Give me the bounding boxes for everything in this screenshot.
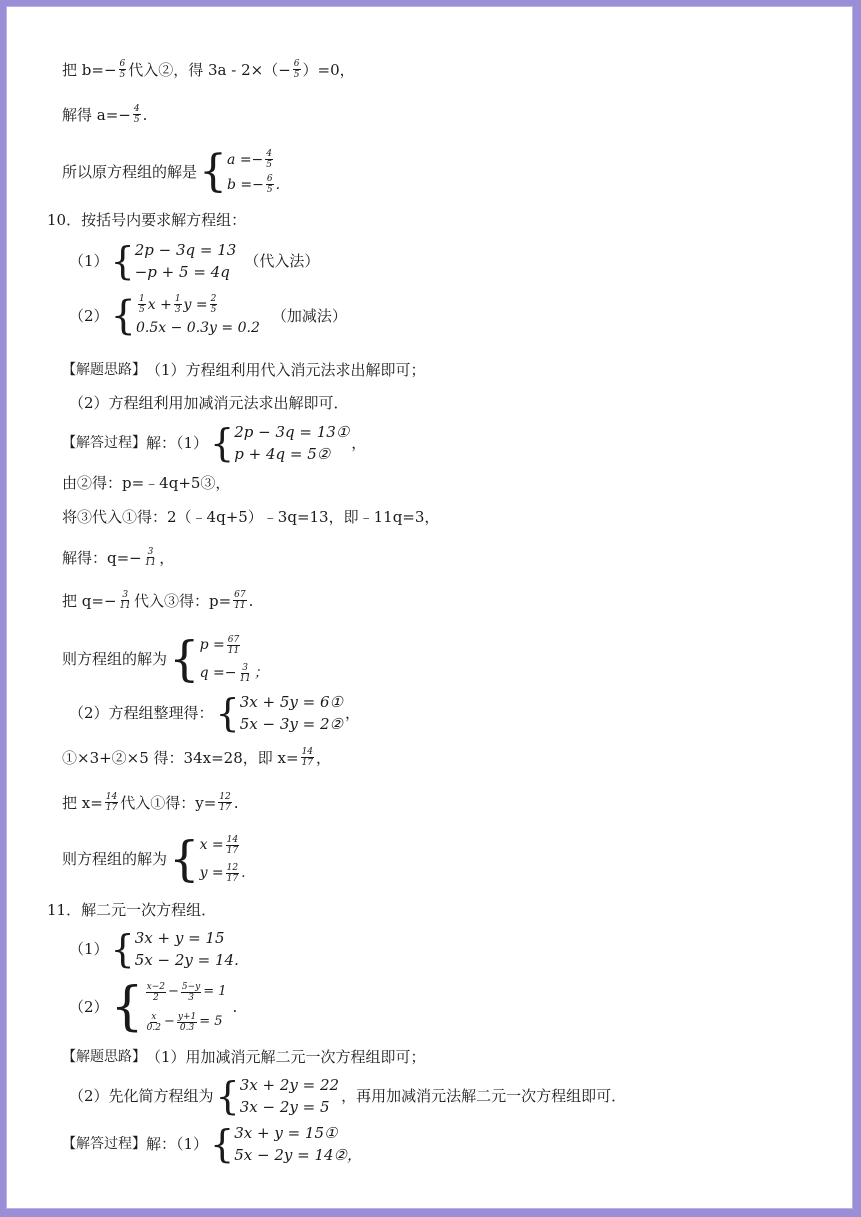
brace: { <box>110 239 135 283</box>
math-text: 则方程组的解为 <box>62 650 168 668</box>
brace: { <box>169 631 200 687</box>
q10-idea-2 <box>69 393 349 413</box>
math-text: ）=0， <box>302 60 355 79</box>
math-text: （1） <box>69 940 109 958</box>
math-text: （2） <box>69 307 109 325</box>
math-text: 【解答过程】 <box>62 435 146 451</box>
math-text: 3x + y = 15 <box>134 929 225 947</box>
math-text: 17 <box>226 873 239 884</box>
fraction <box>238 663 251 684</box>
math-text: y+1 <box>177 1011 197 1022</box>
math-text: （2）方程组整理得： <box>69 704 214 722</box>
math-text: . <box>142 105 148 124</box>
equation-system <box>111 239 237 283</box>
math-text: ， <box>316 748 332 767</box>
q11-idea-1 <box>62 1047 426 1067</box>
math-text: 2 <box>152 992 159 1003</box>
line-original-solution <box>62 147 282 197</box>
math-text: x−2 <box>146 981 165 992</box>
math-text: 17 <box>219 803 231 813</box>
math-text: 5 <box>210 305 217 316</box>
math-text: 3x − 2y = 5 <box>239 1098 330 1116</box>
math-text: 0.5x − 0.3y = 0.2 <box>136 319 260 336</box>
brace: { <box>199 146 228 197</box>
q10-process-1 <box>62 421 366 465</box>
math-text: 5 <box>293 70 300 80</box>
math-text: ， <box>347 1146 363 1164</box>
fraction <box>146 982 166 1003</box>
math-text: . <box>248 591 254 610</box>
q10-step-2 <box>62 507 439 527</box>
math-text: 3x + 2y = 22 <box>239 1076 340 1094</box>
fraction <box>265 149 273 170</box>
q10-idea-1 <box>62 360 426 380</box>
brace: { <box>110 927 135 971</box>
math-text: 解得 a=− <box>62 105 131 124</box>
math-text: x <box>151 1011 157 1022</box>
math-text: 14 <box>105 792 118 802</box>
math-text: 4 <box>266 149 273 159</box>
math-text: 代入②，得 3a - 2×（− <box>128 60 291 79</box>
equation-system <box>216 691 343 735</box>
math-text: 67 <box>227 634 240 645</box>
math-text: 把 x= <box>62 793 103 812</box>
math-text: = 1 <box>203 984 227 999</box>
q10-step-3 <box>62 547 174 568</box>
math-text: 把 q=− <box>62 591 117 610</box>
fraction <box>119 59 127 80</box>
math-text: 则方程组的解为 <box>62 850 168 868</box>
math-text: 代入③得：p= <box>133 591 232 610</box>
q11-part-2 <box>69 977 237 1037</box>
equation-system <box>216 1074 340 1118</box>
math-text: . <box>275 176 281 193</box>
math-text: 2p − 3q = 13 <box>134 241 237 259</box>
math-text: 3 <box>174 305 181 316</box>
fraction <box>105 792 118 813</box>
math-text: 3x + 5y = 6① <box>239 693 343 711</box>
math-text: − <box>167 984 179 999</box>
page <box>6 6 853 1209</box>
math-text: 5x − 3y = 2② <box>239 715 343 733</box>
q10-part-2 <box>69 293 347 339</box>
fraction <box>133 104 141 125</box>
math-text: 解：（1） <box>146 1135 209 1153</box>
math-text: （2）方程组利用加减消元法求出解即可． <box>69 394 349 412</box>
math-text: 17 <box>105 803 118 813</box>
math-text: −p + 5 = 4q <box>134 263 230 281</box>
math-text: ， <box>159 548 175 567</box>
fraction <box>226 863 239 884</box>
math-text: 5x − 2y = 14 <box>134 951 235 969</box>
math-text: . <box>234 951 239 969</box>
fraction <box>174 294 182 315</box>
math-text: 5−y <box>181 981 201 992</box>
math-text: 1 <box>174 294 181 305</box>
fraction <box>266 174 274 195</box>
fraction <box>227 635 240 656</box>
math-text: 由②得：p=﹣4q+5③， <box>62 474 231 492</box>
math-text: ， <box>344 704 360 722</box>
math-text: ； <box>253 665 268 681</box>
math-text: 5 <box>133 115 140 125</box>
fraction <box>146 1012 162 1033</box>
math-text: 3 <box>188 992 194 1003</box>
equation-system <box>111 977 227 1037</box>
fraction <box>181 982 201 1003</box>
math-text: 67 <box>234 590 246 600</box>
math-text: 5x − 2y = 14② <box>234 1146 347 1164</box>
math-text: x = <box>199 837 224 853</box>
math-text: 4 <box>133 104 140 114</box>
math-text: 11 <box>227 645 240 656</box>
math-text: 5 <box>139 305 145 316</box>
math-text: （加减法） <box>271 307 347 325</box>
q10-step-4 <box>62 590 253 611</box>
math-text: ，再用加减消元法解二元一次方程组即可． <box>341 1087 627 1105</box>
math-text: （1） <box>69 252 109 270</box>
q10-part-1 <box>69 239 319 283</box>
math-text: 把 b=− <box>62 60 117 79</box>
q10-step-5 <box>62 631 270 687</box>
line-solve-a <box>62 104 147 125</box>
math-text: （代入法） <box>244 252 320 270</box>
q10-step-6 <box>69 691 360 735</box>
math-text: = 5 <box>199 1014 223 1029</box>
math-text: y = <box>199 865 224 881</box>
q10-step-1 <box>62 473 230 493</box>
line-substitute-b <box>62 59 355 80</box>
math-text: 17 <box>301 758 314 768</box>
math-text: 11 <box>239 673 251 684</box>
equation-system <box>111 293 260 339</box>
math-text: 11．解二元一次方程组． <box>47 901 217 919</box>
math-text: 0.2 <box>146 1022 161 1033</box>
math-text: 14 <box>301 747 314 757</box>
q10-step-8 <box>62 792 239 813</box>
math-text: 14 <box>226 834 239 845</box>
math-text: 【解答过程】 <box>62 1136 146 1152</box>
math-text: 6 <box>293 59 300 69</box>
math-text: 5 <box>266 185 273 195</box>
math-text: （2） <box>69 998 109 1016</box>
question-10-title <box>47 210 246 230</box>
math-text: . <box>241 865 246 881</box>
math-text: 0.3 <box>179 1022 195 1033</box>
math-text: 3x + y = 15① <box>234 1124 338 1142</box>
math-text: − <box>163 1014 175 1029</box>
fraction <box>210 294 218 315</box>
math-text: 3 <box>242 662 249 673</box>
brace: { <box>210 1122 235 1166</box>
math-text: （1）用加减消元解二元一次方程组即可； <box>146 1048 426 1066</box>
math-text: 【解题思路】 <box>62 1049 146 1065</box>
fraction <box>138 294 146 315</box>
math-text: p + 4q = 5② <box>234 445 331 463</box>
brace: { <box>169 831 200 887</box>
math-text: 11 <box>234 601 246 611</box>
math-text: . <box>233 793 239 812</box>
math-text: a =− <box>227 151 264 168</box>
q11-part-1 <box>69 927 241 971</box>
brace: { <box>210 421 235 465</box>
brace: { <box>110 293 136 339</box>
math-text: 3 <box>122 590 129 600</box>
fraction <box>177 1012 197 1033</box>
math-text: 1 <box>139 294 145 305</box>
math-text: 6 <box>266 174 273 184</box>
equation-system <box>210 421 349 465</box>
math-text: 【解题思路】 <box>62 362 146 378</box>
equation-system <box>169 631 268 687</box>
fraction <box>293 59 301 80</box>
question-11-title <box>47 900 216 920</box>
math-text: 3 <box>147 547 154 557</box>
math-text: 将③代入①得：2（﹣4q+5）﹣3q=13，即﹣11q=3， <box>62 508 440 526</box>
math-text: 10．按括号内要求解方程组： <box>47 211 247 229</box>
fraction <box>119 590 132 611</box>
brace: { <box>215 1074 240 1118</box>
q10-step-9 <box>62 831 248 887</box>
brace: { <box>215 691 240 735</box>
math-text: b =− <box>227 176 264 193</box>
math-text: 5 <box>266 160 273 170</box>
math-text: 代入①得：y= <box>120 793 217 812</box>
math-text: ①×3+②×5 得：34x=28，即 x= <box>62 748 299 767</box>
math-text: y = <box>183 296 208 313</box>
q11-idea-2 <box>69 1074 626 1118</box>
fraction <box>144 547 157 568</box>
math-text: x + <box>147 296 172 313</box>
q10-step-7 <box>62 747 331 768</box>
equation-system <box>199 147 280 197</box>
math-text: q =− <box>199 665 237 681</box>
math-text: （2）先化简方程组为 <box>69 1087 214 1105</box>
math-text: 2 <box>210 294 217 305</box>
equation-system <box>169 831 246 887</box>
math-text: 5 <box>119 70 126 80</box>
fraction <box>301 747 314 768</box>
math-text: 11 <box>119 601 131 611</box>
math-text: 6 <box>119 59 126 69</box>
brace: { <box>110 977 144 1037</box>
equation-system <box>210 1122 362 1166</box>
q11-process-1 <box>62 1122 364 1166</box>
math-text: 所以原方程组的解是 <box>62 163 198 181</box>
math-text: 解得：q=− <box>62 548 142 567</box>
equation-system <box>111 927 239 971</box>
math-text: 12 <box>219 792 231 802</box>
fraction <box>226 835 239 856</box>
fraction <box>233 590 246 611</box>
math-text: 17 <box>226 845 239 856</box>
fraction <box>218 792 231 813</box>
math-text: （1）方程组利用代入消元法求出解即可； <box>146 361 426 379</box>
math-text: p = <box>199 637 225 653</box>
math-text: ， <box>351 434 367 452</box>
math-text: . <box>232 998 238 1016</box>
math-text: 12 <box>226 862 239 873</box>
math-text: 2p − 3q = 13① <box>234 423 350 441</box>
math-text: 11 <box>144 558 157 568</box>
math-text: 解：（1） <box>146 434 209 452</box>
